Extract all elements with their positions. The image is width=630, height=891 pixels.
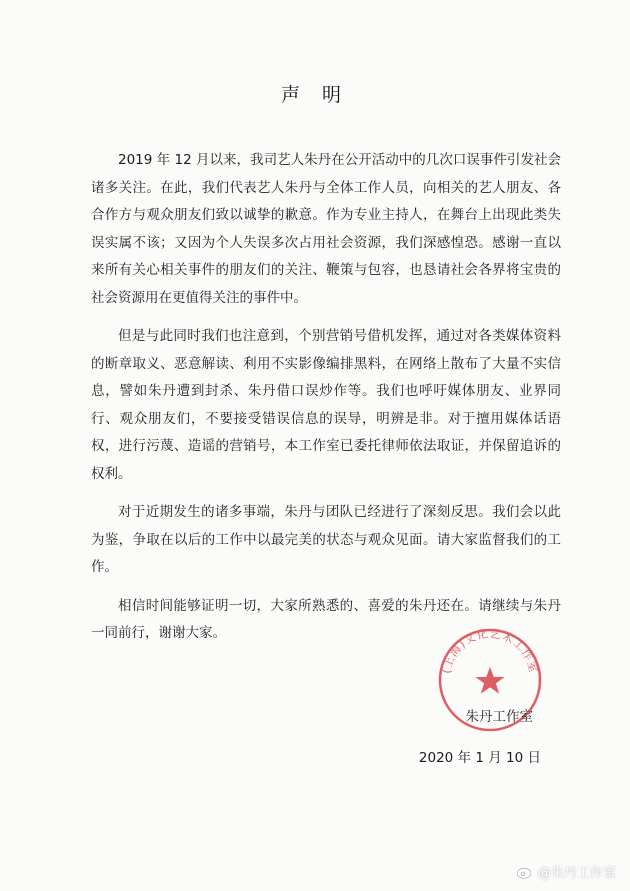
paragraph-1: 2019 年 12 月以来，我司艺人朱丹在公开活动中的几次口误事件引发社会诸多关注。在此，我们代表艺人朱丹与全体工作人员，向相关的艺人朋友、各合作方与观众朋友们致以诚挚的歉意。作为专业主持人，在舞台上出现此类失误实属不该；又因为个人失误多次占用社会资源，我们深感惶恐。感谢一直以来所有关心相关事件的朋友们的关注、鞭策与包容，也恳请社会各界将宝贵的社会资源用在更值得关注的事件中。 — [91, 152, 561, 306]
seal-star-icon — [476, 667, 505, 694]
paragraph-4: 相信时间能够证明一切，大家所熟悉的、喜爱的朱丹还在。请继续与朱丹一同前行，谢谢大家。 — [91, 597, 561, 641]
weibo-icon — [516, 863, 534, 881]
watermark-text: @朱丹工作室 — [537, 866, 616, 881]
paragraph-2: 但是与此同时我们也注意到，个别营销号借机发挥，通过对各类媒体资料的断章取义、恶意解读、利用不实影像编排黑料，在网络上散布了大量不实信息，譬如朱丹遭到封杀、朱丹借口误炒作等。我们也呼吁媒体朋友、业界同行、观众朋友们，不要接受错误信息的误导，明辨是非。对于擅用媒体话语权，进行污蔑、造谣的营销号，本工作室已委托律师依法取证，并保留追诉的权利。 — [91, 328, 561, 482]
document-date: 2020 年 1 月 10 日 — [418, 750, 541, 766]
weibo-watermark — [516, 862, 616, 881]
statement-body — [91, 147, 561, 659]
svg-text:(上海)文化艺术工作室: (上海)文化艺术工作室 — [440, 627, 541, 675]
document-title: 声 明 — [280, 84, 350, 106]
paragraph-3: 对于近期发生的诸多事端，朱丹与团队已经进行了深刻反思。我们会以此为鉴，争取在以后的工作中以最完美的状态与观众见面。请大家监督我们的工作。 — [91, 504, 561, 575]
signature: 朱丹工作室 — [465, 709, 533, 725]
